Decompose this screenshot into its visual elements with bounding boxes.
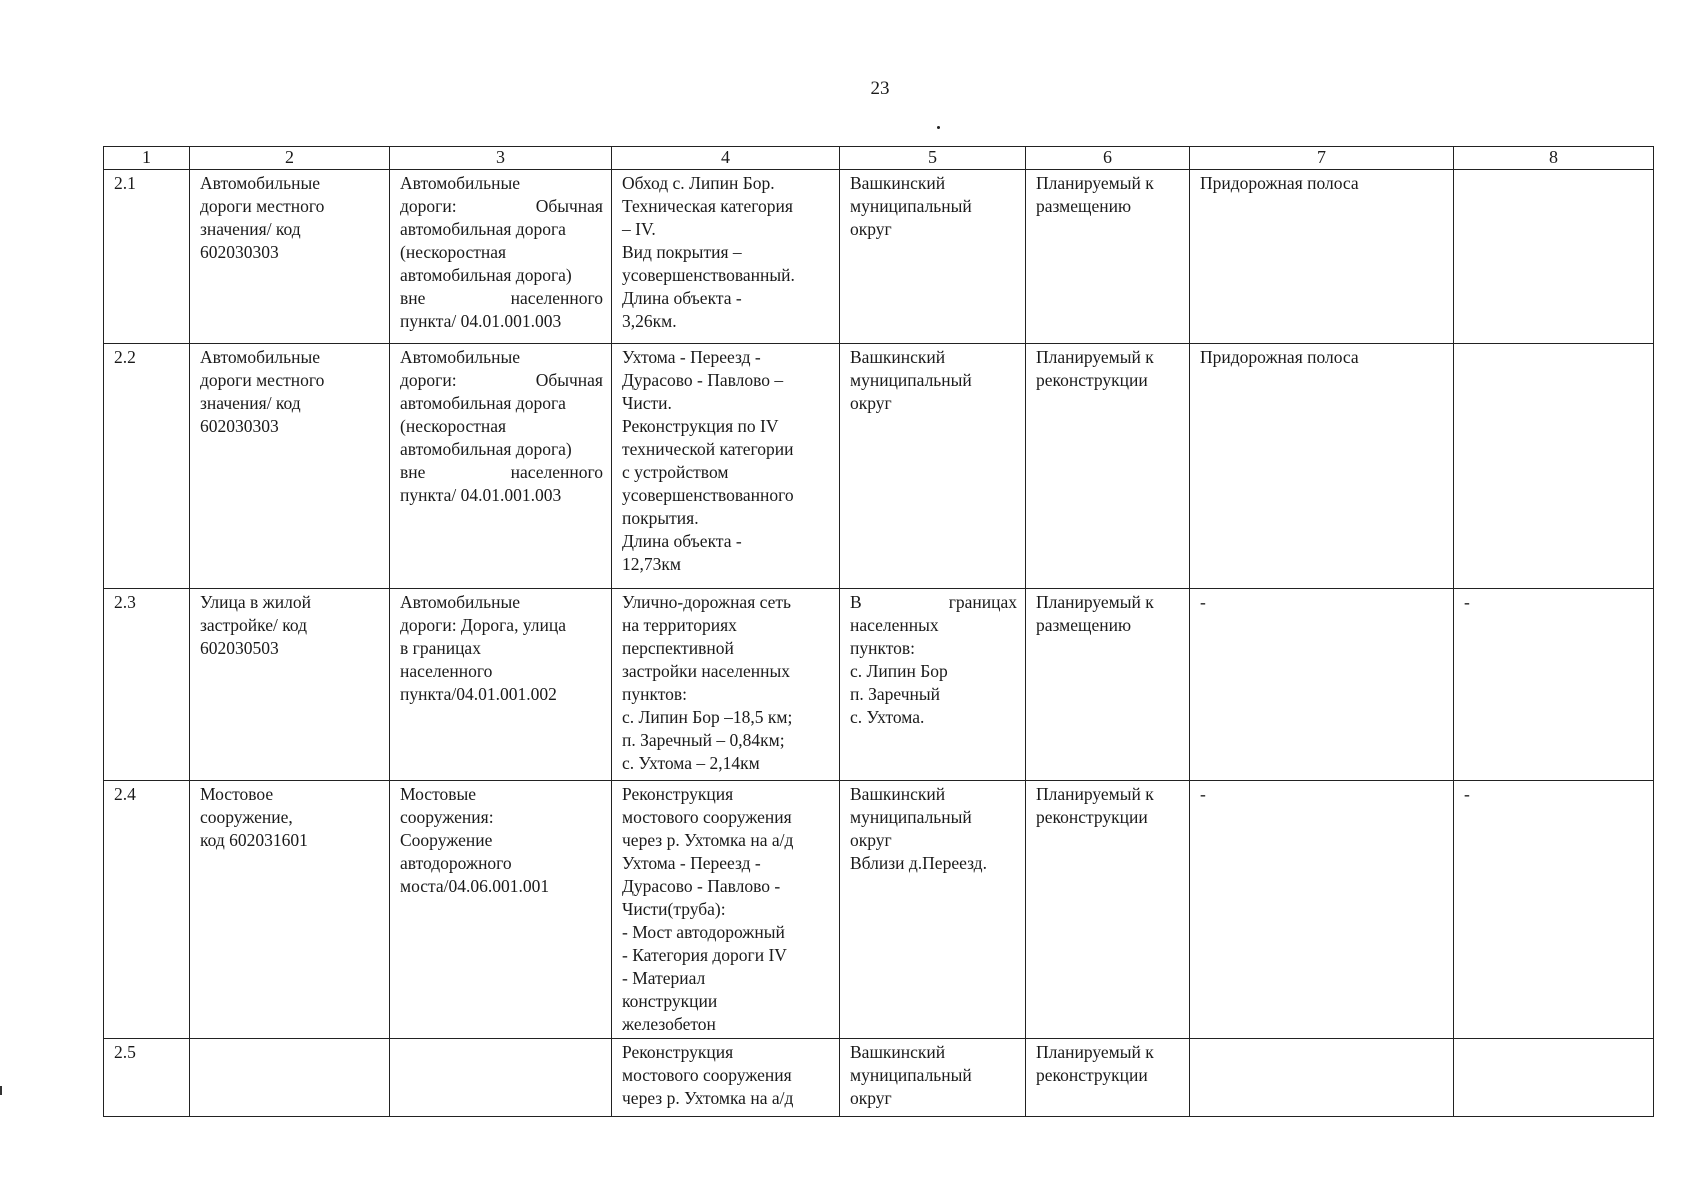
cell-line: Автомобильные (200, 173, 320, 193)
cell-line: Реконструкция по IV (622, 416, 779, 436)
cell-line: технической категории (622, 439, 794, 459)
scan-edge-mark (0, 1086, 2, 1095)
cell-line: Вашкинский (850, 1042, 946, 1062)
cell-line: усовершенствованный. (622, 265, 795, 285)
cell-line: п. Заречный – 0,84км; (622, 730, 785, 750)
row-number-cell: 2.5 (104, 1039, 190, 1117)
cell-line: Чисти. (622, 393, 672, 413)
cell-line: автомобильная дорога (400, 393, 566, 413)
cell-line: (нескоростная (400, 416, 507, 436)
cell-word: границах (948, 592, 1017, 612)
cell-line: размещению (1036, 196, 1132, 216)
cell-line: округ (850, 830, 892, 850)
cell-line: Реконструкция (622, 784, 734, 804)
cell-line: п. Заречный (850, 684, 941, 704)
cell-line: автомобильная дорога) (400, 439, 572, 459)
cell-line: Автомобильные (400, 347, 520, 367)
cell-line (400, 195, 603, 218)
object-type-cell (190, 1039, 390, 1117)
cell-line: моста/04.06.001.001 (400, 876, 550, 896)
cell-line: автомобильная дорога) (400, 265, 572, 285)
cell-line: населенных (850, 615, 939, 635)
zone-cell (1190, 1039, 1454, 1117)
cell-word: дороги: (400, 196, 457, 216)
table-row (104, 170, 1654, 344)
cell-line: Длина объекта - (622, 288, 742, 308)
cell-line: усовершенствованного (622, 485, 794, 505)
cell-line: с. Ухтома – 2,14км (622, 753, 760, 773)
description-cell (612, 781, 840, 1039)
zone-cell (1190, 344, 1454, 589)
cell-line: значения/ код (200, 393, 301, 413)
notes-cell (1454, 781, 1654, 1039)
cell-line: Длина объекта - (622, 531, 742, 551)
zone-cell (1190, 589, 1454, 781)
cell-line: Придорожная полоса (1200, 347, 1359, 367)
cell-line: реконструкции (1036, 807, 1148, 827)
header-cell: 6 (1026, 147, 1190, 170)
cell-line: населенного (400, 661, 493, 681)
cell-line: муниципальный (850, 370, 972, 390)
cell-word: дороги: (400, 370, 457, 390)
cell-line: Вашкинский (850, 784, 946, 804)
classification-cell (390, 781, 612, 1039)
cell-line: мостового сооружения (622, 807, 792, 827)
cell-line: автомобильная дорога (400, 219, 566, 239)
cell-word: вне (400, 288, 426, 308)
cell-line: с устройством (622, 462, 729, 482)
cell-word: вне (400, 462, 426, 482)
description-cell (612, 170, 840, 344)
cell-line: округ (850, 1088, 892, 1108)
cell-line: на территориях (622, 615, 737, 635)
cell-line: код 602031601 (200, 830, 308, 850)
cell-line: Вашкинский (850, 173, 946, 193)
status-cell (1026, 170, 1190, 344)
cell-line: - (1200, 784, 1206, 804)
status-cell (1026, 1039, 1190, 1117)
cell-word: населенного (510, 288, 603, 308)
notes-cell (1454, 170, 1654, 344)
cell-line: Чисти(труба): (622, 899, 726, 919)
cell-line: Планируемый к (1036, 592, 1154, 612)
cell-line: 602030303 (200, 416, 279, 436)
cell-line: округ (850, 219, 892, 239)
cell-line: реконструкции (1036, 1065, 1148, 1085)
cell-line: Сооружение (400, 830, 493, 850)
page-number: 23 (870, 78, 890, 99)
status-cell (1026, 344, 1190, 589)
table-row (104, 344, 1654, 589)
cell-line: застройке/ код (200, 615, 308, 635)
cell-line: Автомобильные (400, 592, 520, 612)
header-cell: 3 (390, 147, 612, 170)
cell-line: сооружение, (200, 807, 293, 827)
cell-line: пункта/04.01.001.002 (400, 684, 557, 704)
cell-line: сооружения: (400, 807, 494, 827)
cell-line: Улица в жилой (200, 592, 311, 612)
notes-cell (1454, 1039, 1654, 1117)
cell-line: округ (850, 393, 892, 413)
cell-line: Вашкинский (850, 347, 946, 367)
header-cell: 7 (1190, 147, 1454, 170)
cell-line: Улично-дорожная сеть (622, 592, 792, 612)
cell-line: Вблизи д.Переезд. (850, 853, 987, 873)
cell-line: Ухтома - Переезд - (622, 347, 761, 367)
table-row (104, 1039, 1654, 1117)
header-cell: 5 (840, 147, 1026, 170)
cell-line: Реконструкция (622, 1042, 734, 1062)
cell-line: (нескоростная (400, 242, 507, 262)
cell-line: Дурасово - Павлово – (622, 370, 784, 390)
location-cell (840, 781, 1026, 1039)
cell-line: 602030303 (200, 242, 279, 262)
cell-line (400, 369, 603, 392)
notes-cell (1454, 589, 1654, 781)
location-cell (840, 1039, 1026, 1117)
cell-line: перспективной (622, 638, 734, 658)
table-row (104, 781, 1654, 1039)
cell-line: автодорожного (400, 853, 512, 873)
cell-line: с. Липин Бор (850, 661, 948, 681)
cell-line: Ухтома - Переезд - (622, 853, 761, 873)
table-header-row (104, 147, 1654, 170)
classification-cell (390, 344, 612, 589)
header-cell: 2 (190, 147, 390, 170)
row-number-cell: 2.3 (104, 589, 190, 781)
cell-line: - (1464, 592, 1470, 612)
status-cell (1026, 589, 1190, 781)
header-cell: 1 (104, 147, 190, 170)
cell-line: дороги местного (200, 370, 325, 390)
cell-line (850, 591, 1017, 614)
cell-word: Обычная (535, 370, 603, 390)
header-cell: 8 (1454, 147, 1654, 170)
cell-line: с. Липин Бор –18,5 км; (622, 707, 793, 727)
cell-line: в границах (400, 638, 481, 658)
cell-line: пункта/ 04.01.001.003 (400, 485, 562, 505)
cell-line: покрытия. (622, 508, 699, 528)
classification-cell (390, 170, 612, 344)
location-cell (840, 170, 1026, 344)
cell-line: Планируемый к (1036, 347, 1154, 367)
cell-line: – IV. (622, 219, 656, 239)
cell-line: муниципальный (850, 196, 972, 216)
cell-line: муниципальный (850, 807, 972, 827)
cell-line: пунктов: (850, 638, 916, 658)
cell-line (400, 461, 603, 484)
cell-line: конструкции (622, 991, 718, 1011)
notes-cell (1454, 344, 1654, 589)
cell-line: Вид покрытия – (622, 242, 742, 262)
location-cell (840, 589, 1026, 781)
cell-line: через р. Ухтомка на а/д (622, 830, 794, 850)
cell-line: пункта/ 04.01.001.003 (400, 311, 562, 331)
cell-line: Автомобильные (200, 347, 320, 367)
header-cell: 4 (612, 147, 840, 170)
cell-line: дороги: Дорога, улица (400, 615, 567, 635)
cell-line: застройки населенных (622, 661, 791, 681)
cell-line: муниципальный (850, 1065, 972, 1085)
object-type-cell (190, 170, 390, 344)
cell-line: Мостовое (200, 784, 274, 804)
cell-line: - Категория дороги IV (622, 945, 787, 965)
row-number-cell: 2.1 (104, 170, 190, 344)
cell-word: В (850, 592, 862, 612)
zone-cell (1190, 170, 1454, 344)
cell-line: Дурасово - Павлово - (622, 876, 781, 896)
row-number-cell: 2.4 (104, 781, 190, 1039)
description-cell (612, 344, 840, 589)
cell-line (400, 287, 603, 310)
classification-cell (390, 1039, 612, 1117)
planning-table (103, 146, 1654, 1117)
cell-line: - (1200, 592, 1206, 612)
cell-line: Планируемый к (1036, 1042, 1154, 1062)
object-type-cell (190, 589, 390, 781)
cell-line: Техническая категория (622, 196, 793, 216)
description-cell (612, 1039, 840, 1117)
cell-line: Придорожная полоса (1200, 173, 1359, 193)
cell-line: через р. Ухтомка на а/д (622, 1088, 794, 1108)
zone-cell (1190, 781, 1454, 1039)
cell-line: железобетон (622, 1014, 716, 1034)
location-cell (840, 344, 1026, 589)
classification-cell (390, 589, 612, 781)
cell-line: - (1464, 784, 1470, 804)
cell-word: населенного (510, 462, 603, 482)
scan-speck (937, 126, 940, 129)
cell-line: 3,26км. (622, 311, 677, 331)
object-type-cell (190, 781, 390, 1039)
cell-line: значения/ код (200, 219, 301, 239)
cell-line: Автомобильные (400, 173, 520, 193)
description-cell (612, 589, 840, 781)
cell-word: Обычная (535, 196, 603, 216)
cell-line: реконструкции (1036, 370, 1148, 390)
row-number-cell: 2.2 (104, 344, 190, 589)
cell-line: с. Ухтома. (850, 707, 925, 727)
cell-line: Мостовые (400, 784, 477, 804)
cell-line: дороги местного (200, 196, 325, 216)
cell-line: - Материал (622, 968, 706, 988)
cell-line: Планируемый к (1036, 173, 1154, 193)
cell-line: 12,73км (622, 554, 681, 574)
object-type-cell (190, 344, 390, 589)
cell-line: Обход с. Липин Бор. (622, 173, 775, 193)
cell-line: пунктов: (622, 684, 688, 704)
table-row (104, 589, 1654, 781)
cell-line: - Мост автодорожный (622, 922, 785, 942)
cell-line: Планируемый к (1036, 784, 1154, 804)
cell-line: размещению (1036, 615, 1132, 635)
status-cell (1026, 781, 1190, 1039)
cell-line: 602030503 (200, 638, 279, 658)
cell-line: мостового сооружения (622, 1065, 792, 1085)
